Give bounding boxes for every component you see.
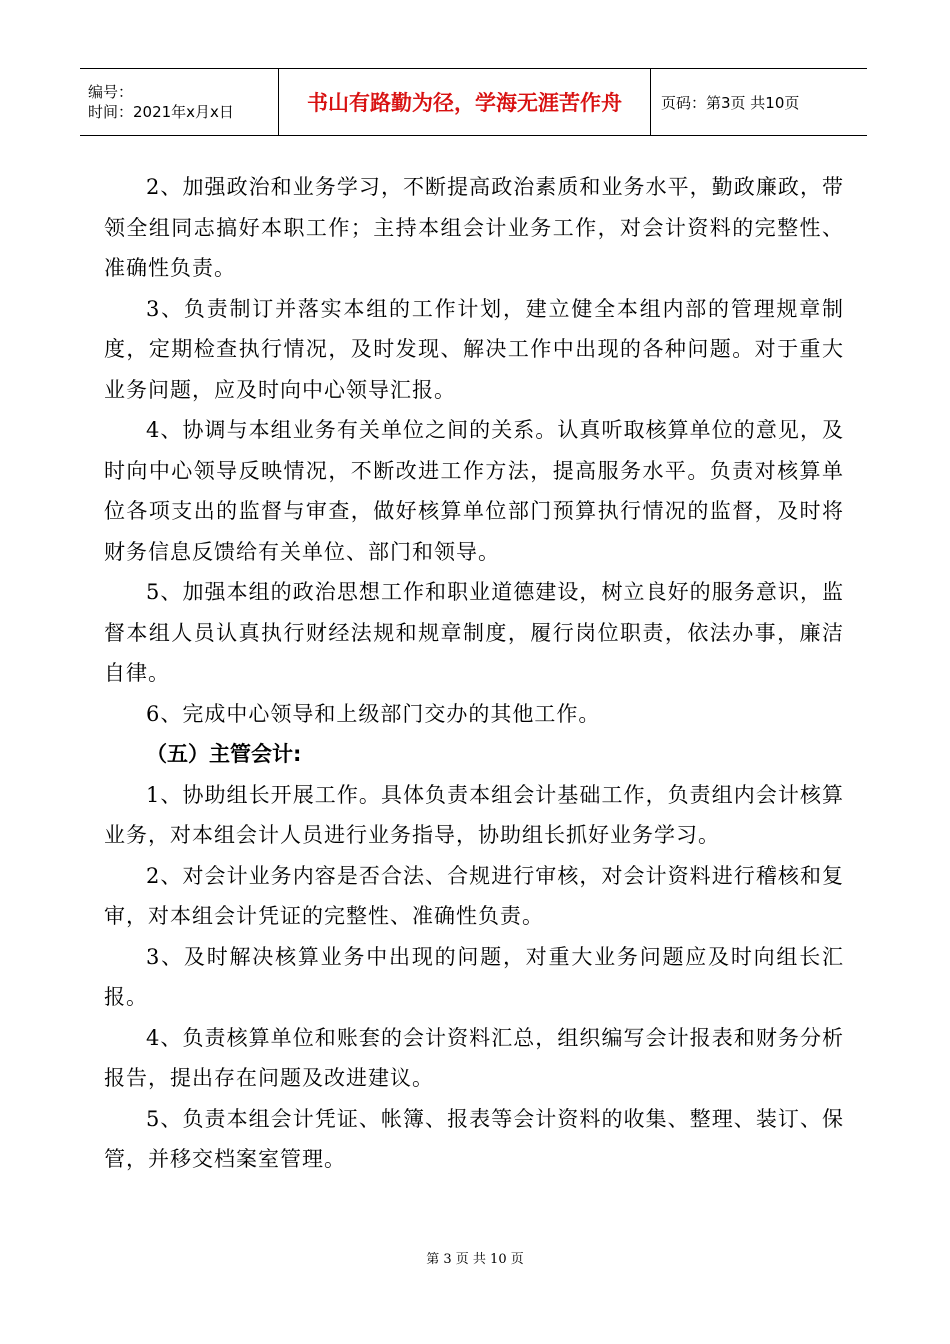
body-paragraph: 2、加强政治和业务学习，不断提高政治素质和业务水平，勤政廉政，带领全组同志搞好本职工作；主持本组会计业务工作，对会计资料的完整性、准确性负责。 <box>104 175 844 280</box>
body-paragraph: 1、协助组长开展工作。具体负责本组会计基础工作，负责组内会计核算业务，对本组会计人员进行业务指导，协助组长抓好业务学习。 <box>104 782 844 847</box>
body-paragraph: 3、负责制订并落实本组的工作计划，建立健全本组内部的管理规章制度，定期检查执行情况，及时发现、解决工作中出现的各种问题。对于重大业务问题，应及时向中心领导汇报。 <box>104 296 844 402</box>
header-motto <box>279 69 651 135</box>
page-footer: 第 3 页 共 10 页 <box>426 1252 524 1267</box>
body-paragraph: 5、负责本组会计凭证、帐簿、报表等会计资料的收集、整理、装订、保管，并移交档案室管理。 <box>104 1106 844 1171</box>
header-page-info <box>651 69 867 135</box>
document-body <box>104 167 844 1180</box>
motto-text: 书山有路勤为径，学海无涯苦作舟 <box>307 91 622 115</box>
page-info-text: 页码：第3页 共10页 <box>661 93 800 112</box>
number-label: 编号： <box>88 83 134 101</box>
body-paragraph: 2、对会计业务内容是否合法、合规进行审核，对会计资料进行稽核和复审，对本组会计凭证的完整性、准确性负责。 <box>104 863 844 928</box>
header-meta <box>80 69 279 135</box>
time-label: 时间：2021年x月x日 <box>88 103 234 121</box>
body-paragraph: 3、及时解决核算业务中出现的问题，对重大业务问题应及时向组长汇报。 <box>104 944 844 1009</box>
body-paragraph: 5、加强本组的政治思想工作和职业道德建设，树立良好的服务意识，监督本组人员认真执行财经法规和规章制度，履行岗位职责，依法办事，廉洁自律。 <box>104 580 844 685</box>
body-paragraph: 6、完成中心领导和上级部门交办的其他工作。 <box>146 701 601 726</box>
body-paragraph: 4、协调与本组业务有关单位之间的关系。认真听取核算单位的意见，及时向中心领导反映情况，不断改进工作方法，提高服务水平。负责对核算单位各项支出的监督与审查，做好核算单位部门预算执行情况的监督，及时将财务信息反馈给有关单位、部门和领导。 <box>104 418 844 564</box>
body-paragraph: 4、负责核算单位和账套的会计资料汇总，组织编写会计报表和财务分析报告，提出存在问题及改进建议。 <box>104 1025 844 1090</box>
section-heading: （五）主管会计: <box>146 742 302 766</box>
page-header <box>80 68 867 136</box>
